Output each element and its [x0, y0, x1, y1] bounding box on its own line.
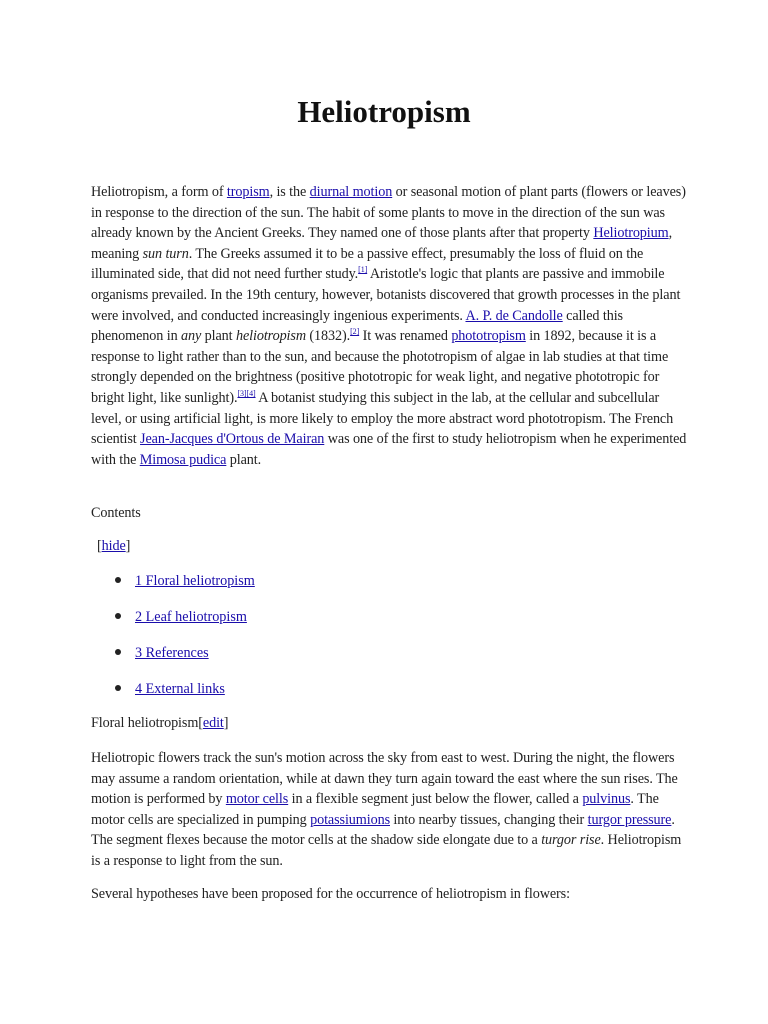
link-heliotropium[interactable]: Heliotropium — [593, 225, 669, 242]
floral-paragraph — [91, 748, 691, 872]
bullet-icon — [115, 649, 121, 655]
link-motor-cells[interactable]: motor cells — [225, 791, 289, 808]
table-of-contents — [91, 568, 255, 712]
text: A botanist studying this subject in the lab, at the cellular and subcellular level, or using artificial light, is more likely to employ the more abstract word phototropism. The French scientist — [91, 389, 674, 448]
hide-toggle-line — [97, 536, 697, 557]
text: It was renamed — [359, 328, 452, 345]
text: . The Greeks assumed it to be a passive effect, presumably the loss of fluid on the illuminated side, that did not need further study. — [91, 245, 644, 283]
toc-item — [91, 676, 255, 712]
toc-link-floral-heliotropism[interactable]: 1 Floral heliotropism — [135, 573, 255, 589]
link-de-candolle[interactable]: A. P. de Candolle — [465, 307, 563, 324]
page-title: Heliotropism — [297, 94, 471, 129]
citation-1[interactable]: [1] — [358, 265, 368, 275]
bullet-icon — [115, 613, 121, 619]
italic-term-any: any — [181, 328, 202, 345]
text: Aristotle's logic that plants are passive and immobile organisms prevailed. In the 19th century, however, botanists discovered that growth processes in the plant were involved, and conducted increasingly ingenious experiments. — [91, 266, 681, 324]
link-tropism[interactable]: tropism — [226, 184, 270, 200]
bracket: ] — [223, 715, 229, 731]
link-diurnal-motion[interactable]: diurnal motion — [309, 184, 393, 200]
bullet-icon — [115, 685, 121, 691]
toc-link-external-links[interactable]: 4 External links — [135, 681, 225, 697]
text: . The motor cells are specialized in pumping — [91, 791, 659, 828]
link-turgor-pressure[interactable]: turgor pressure — [587, 811, 672, 828]
text: called this phenomenon in — [91, 307, 623, 345]
toc-item — [91, 640, 255, 676]
intro-paragraph — [91, 182, 691, 470]
text: plant — [201, 328, 236, 345]
italic-term-turgor-rise: turgor rise — [541, 832, 601, 849]
citation-4[interactable]: [4] — [246, 388, 256, 398]
link-mimosa-pudica[interactable]: Mimosa pudica — [139, 451, 227, 468]
text: was one of the first to study heliotropism when he experimented with the — [91, 431, 687, 468]
text: (1832). — [305, 328, 351, 345]
text: in a flexible segment just below the flower, called a — [288, 791, 583, 808]
text: or seasonal motion of plant parts (flowers or leaves) in response to the direction of the sun. The habit of some plants to move in the direction of the sun was already known by the Ancient Greeks. They named one of those plants after that property — [91, 184, 686, 242]
bullet-icon — [115, 577, 121, 583]
toc-link-references[interactable]: 3 References — [135, 645, 209, 661]
hide-contents-link[interactable]: hide — [101, 538, 126, 554]
text: , meaning — [91, 225, 673, 262]
text: . Heliotropism is a response to light from the sun. — [91, 832, 682, 869]
citation-2[interactable]: [2] — [350, 327, 360, 337]
text: in 1892, because it is a response to light rather than to the sun, and because the phototropism of algae in lab studies at that time strongly depended on the brightness (positive phototropic for weak light, and negative phototropic for bright light, like sunlight). — [91, 328, 669, 406]
edit-section-link[interactable]: edit — [202, 715, 224, 731]
text: , is the — [269, 184, 310, 200]
toc-link-leaf-heliotropism[interactable]: 2 Leaf heliotropism — [135, 609, 247, 625]
text: . The segment flexes because the motor cells at the shadow side elongate due to a — [91, 811, 675, 849]
text: Heliotropism, a form of — [91, 184, 227, 200]
text: Heliotropic flowers track the sun's motion across the sky from east to west. During the night, the flowers may assume a random orientation, while at dawn they turn again toward the east where the sun rises. The motion is performed by — [91, 750, 678, 808]
section-heading-floral — [91, 713, 691, 734]
toc-item — [91, 604, 255, 640]
citation-3[interactable]: [3] — [237, 388, 247, 398]
bracket: [ — [198, 715, 203, 731]
contents-heading: Contents — [91, 505, 141, 521]
toc-item — [91, 568, 255, 604]
text: into nearby tissues, changing their — [389, 811, 588, 828]
bracket: ] — [125, 538, 131, 554]
link-potassiumions[interactable]: potassiumions — [310, 811, 390, 828]
bracket: [ — [97, 538, 102, 554]
link-de-mairan[interactable]: Jean-Jacques d'Ortous de Mairan — [140, 431, 325, 448]
italic-term-sun-turn: sun turn — [142, 245, 189, 262]
section-title: Floral heliotropism — [91, 715, 199, 731]
text: plant. — [226, 451, 262, 468]
italic-term-heliotropism: heliotropism — [235, 328, 306, 345]
link-phototropism[interactable]: phototropism — [451, 328, 526, 345]
hypotheses-paragraph: Several hypotheses have been proposed for the occurrence of heliotropism in flowers: — [91, 886, 570, 902]
link-pulvinus[interactable]: pulvinus — [582, 791, 631, 808]
